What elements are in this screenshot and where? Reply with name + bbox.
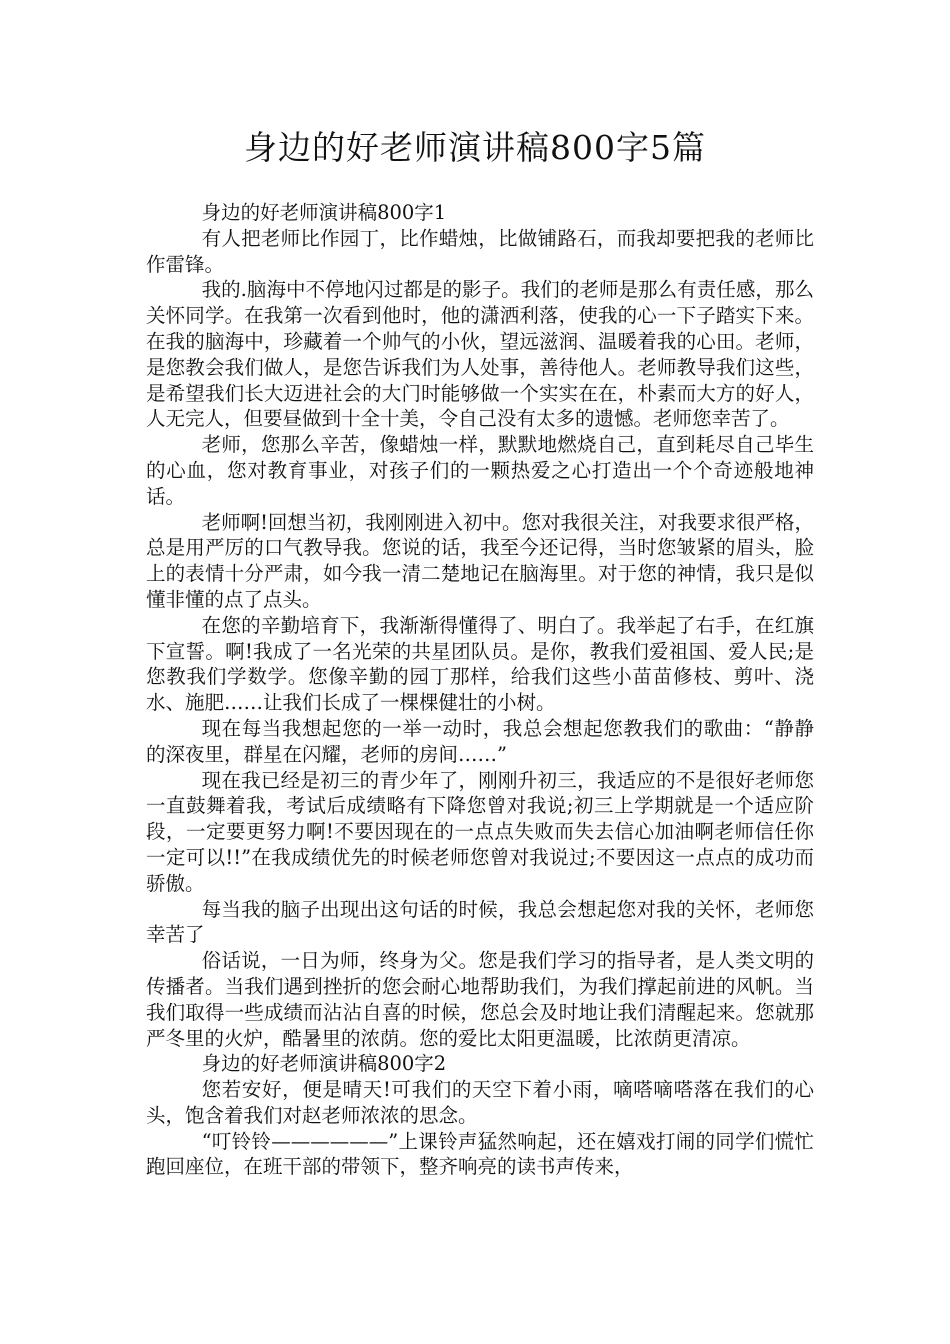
paragraph: 老师，您那么辛苦，像蜡烛一样，默默地燃烧自己，直到耗尽自己毕生的心血，您对教育事业，对孩子们的一颗热爱之心打造出一个个奇迹般地神话。 (146, 433, 814, 508)
section-heading-2: 身边的好老师演讲稿800字2 (201, 1052, 447, 1076)
paragraph: 每当我的脑子出现出这句话的时候，我总会想起您对我的关怀，老师您幸苦了 (146, 897, 814, 947)
paragraph: 俗话说，一日为师，终身为父。您是我们学习的指导者，是人类文明的传播者。当我们遇到挫折的您会耐心地帮助我们，为我们撑起前进的风帆。当我们取得一些成绩而沾沾自喜的时候，您总会及时地让我们清醒起来。您就那严冬里的火炉，酷暑里的浓荫。您的爱比太阳更温暖，比浓荫更清凉。 (146, 949, 814, 1050)
paragraph: 现在我已经是初三的青少年了，刚刚升初三，我适应的不是很好老师您一直鼓舞着我，考试后成绩略有下降您曾对我说;初三上学期就是一个适应阶段，一定要更努力啊!不要因现在的一点点失败而失去信心加油啊老师信任你一定可以!!”在我成绩优先的时候老师您曾对我说过;不要因这一点点的成功而骄傲。 (146, 768, 814, 895)
document-body (146, 200, 814, 1180)
paragraph: “叮铃铃——————”上课铃声猛然响起，还在嬉戏打闹的同学们慌忙跑回座位，在班干部的带领下，整齐响亮的读书声传来， (146, 1129, 814, 1179)
paragraph: 老师啊!回想当初，我刚刚进入初中。您对我很关注，对我要求很严格，总是用严厉的口气教导我。您说的话，我至今还记得，当时您皱紧的眉头，脸上的表情十分严肃，如今我一清二楚地记在脑海里。对于您的神情，我只是似懂非懂的点了点头。 (146, 510, 814, 611)
paragraph: 您若安好，便是晴天!可我们的天空下着小雨，嘀嗒嘀嗒落在我们的心头，饱含着我们对赵老师浓浓的思念。 (146, 1078, 814, 1127)
paragraph: 现在每当我想起您的一举一动时，我总会想起您教我们的歌曲：“静静的深夜里，群星在闪耀，老师的房间……” (146, 716, 814, 766)
section-heading-1: 身边的好老师演讲稿800字1 (201, 201, 447, 224)
paragraph: 有人把老师比作园丁，比作蜡烛，比做铺路石，而我却要把我的老师比作雷锋。 (146, 226, 814, 276)
document-title: 身边的好老师演讲稿800字5篇 (244, 128, 706, 167)
paragraph: 我的.脑海中不停地闪过都是的影子。我们的老师是那么有责任感，那么关怀同学。在我第一次看到他时，他的潇洒利落，使我的心一下子踏实下来。在我的脑海中，珍藏着一个帅气的小伙，望远滋润、温暖着我的心田。老师，是您教会我们做人，是您告诉我们为人处事，善待他人。老师教导我们这些，是希望我们长大迈进社会的大门时能够做一个实实在在，朴素而大方的好人，人无完人，但要昼做到十全十美，令自己没有太多的遗憾。老师您幸苦了。 (146, 278, 814, 431)
paragraph: 在您的辛勤培育下，我渐渐得懂得了、明白了。我举起了右手，在红旗下宣誓。啊!我成了一名光荣的共星团队员。是你，教我们爱祖国、爱人民;是您教我们学数学。您像辛勤的园丁那样，给我们这些小苗苗修枝、剪叶、浇水、施肥……让我们长成了一棵棵健壮的小树。 (146, 613, 814, 715)
